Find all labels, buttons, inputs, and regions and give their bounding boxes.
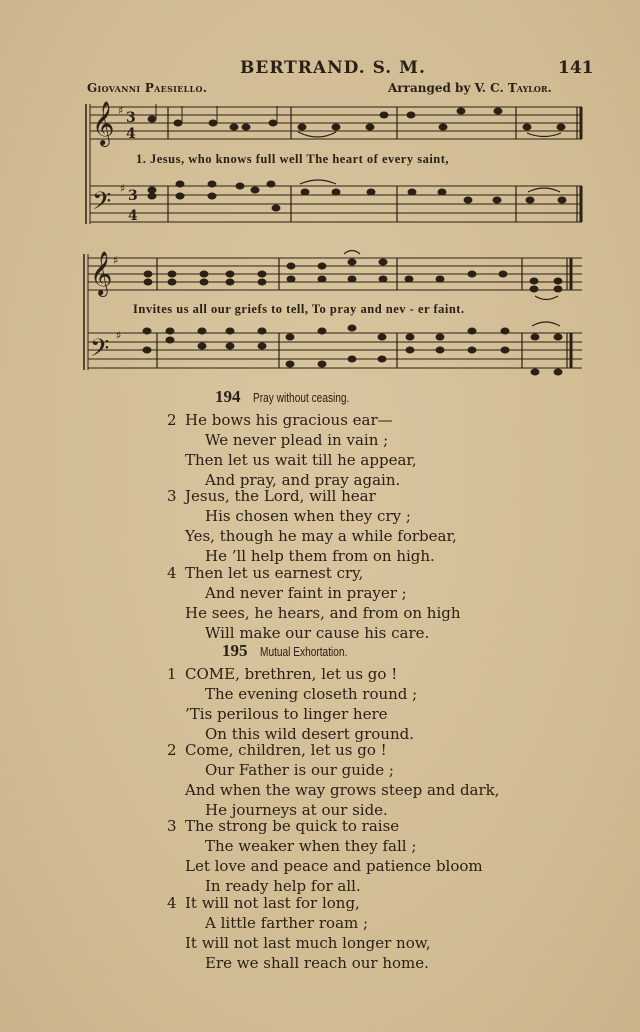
- verse-line: Then let us earnest cry,: [185, 564, 364, 582]
- verse-line: And when the way grows steep and dark,: [185, 781, 500, 799]
- svg-text:♯: ♯: [118, 104, 124, 117]
- composer-credit: Giovanni Paesiello.: [87, 81, 208, 95]
- verse-line: Come, children, let us go !: [185, 741, 387, 759]
- tune-title: BERTRAND. S. M.: [240, 58, 426, 78]
- verse-line: He ’ll help them from on high.: [205, 547, 435, 565]
- lyric-line-2: Invites us all our griefs to tell, To pray and nev - er faint.: [133, 302, 465, 316]
- arranger-prefix: Arranged by V. C.: [388, 81, 508, 95]
- hymn-194-verse-4: [167, 563, 461, 643]
- hymn-195-verse-3: [167, 816, 483, 896]
- svg-text:𝄢: 𝄢: [92, 187, 112, 222]
- verse-number: 3: [167, 817, 177, 835]
- verse-line: His chosen when they cry ;: [205, 507, 411, 525]
- verse-line: And pray, and pray again.: [205, 471, 401, 489]
- svg-text:𝄞: 𝄞: [90, 251, 113, 295]
- svg-text:𝄢: 𝄢: [90, 334, 110, 369]
- verse-line: COME, brethren, let us go !: [185, 665, 398, 683]
- verse-line: It will not last for long,: [185, 894, 360, 912]
- verse-line: He bows his gracious ear—: [185, 411, 393, 429]
- hymn-194-verse-2: [167, 410, 417, 490]
- verse-line: Ere we shall reach our home.: [205, 954, 429, 972]
- verse-line: We never plead in vain ;: [205, 431, 389, 449]
- hymn-195-verse-2: [167, 740, 500, 820]
- hymn-subtitle: Mutual Exhortation.: [259, 644, 347, 659]
- svg-text:♯: ♯: [116, 329, 122, 342]
- verse-line: Jesus, the Lord, will hear: [185, 487, 376, 505]
- svg-text:3: 3: [128, 188, 138, 204]
- verse-line: It will not last much longer now,: [185, 934, 431, 952]
- verse-line: Will make our cause his care.: [205, 624, 430, 642]
- verse-line: The weaker when they fall ;: [205, 837, 417, 855]
- verse-line: A little farther roam ;: [205, 914, 369, 932]
- verse-line: He journeys at our side.: [205, 801, 388, 819]
- hymn-194-heading: [215, 387, 376, 407]
- verse-number: 2: [167, 411, 177, 429]
- verse-line: He sees, he hears, and from on high: [185, 604, 461, 622]
- svg-text:4: 4: [126, 126, 136, 142]
- hymn-subtitle: Pray without ceasing.: [252, 390, 349, 405]
- verse-line: The evening closeth round ;: [205, 685, 418, 703]
- verse-number: 4: [167, 564, 177, 582]
- hymn-number: 195: [222, 641, 248, 660]
- svg-text:4: 4: [128, 208, 138, 224]
- svg-text:♯: ♯: [113, 254, 119, 267]
- verse-number: 3: [167, 487, 177, 505]
- svg-text:3: 3: [126, 110, 136, 126]
- verse-line: In ready help for all.: [205, 877, 361, 895]
- hymn-194-verse-3: [167, 486, 457, 566]
- verse-line: ’Tis perilous to linger here: [185, 705, 388, 723]
- verse-line: Our Father is our guide ;: [205, 761, 394, 779]
- verse-number: 1: [167, 665, 177, 683]
- hymn-195-heading: [222, 641, 372, 661]
- arranger-name: Taylor.: [507, 81, 552, 95]
- hymn-195-verse-4: [167, 893, 431, 973]
- svg-text:𝄞: 𝄞: [92, 101, 115, 145]
- verse-number: 4: [167, 894, 177, 912]
- music-score: [0, 0, 640, 400]
- verse-line: Then let us wait till he appear,: [185, 451, 417, 469]
- verse-line: And never faint in prayer ;: [205, 584, 407, 602]
- verse-line: Yes, though he may a while forbear,: [185, 527, 457, 545]
- verse-number: 2: [167, 741, 177, 759]
- svg-text:♯: ♯: [120, 182, 126, 195]
- page-number: 141: [558, 58, 594, 78]
- lyric-line-1: 1. Jesus, who knows full well The heart of every saint,: [136, 152, 450, 166]
- verse-line: Let love and peace and patience bloom: [185, 857, 483, 875]
- hymn-195-verse-1: [167, 664, 417, 744]
- verse-line: The strong be quick to raise: [185, 817, 400, 835]
- hymn-number: 194: [215, 387, 241, 406]
- verse-line: On this wild desert ground.: [205, 725, 414, 743]
